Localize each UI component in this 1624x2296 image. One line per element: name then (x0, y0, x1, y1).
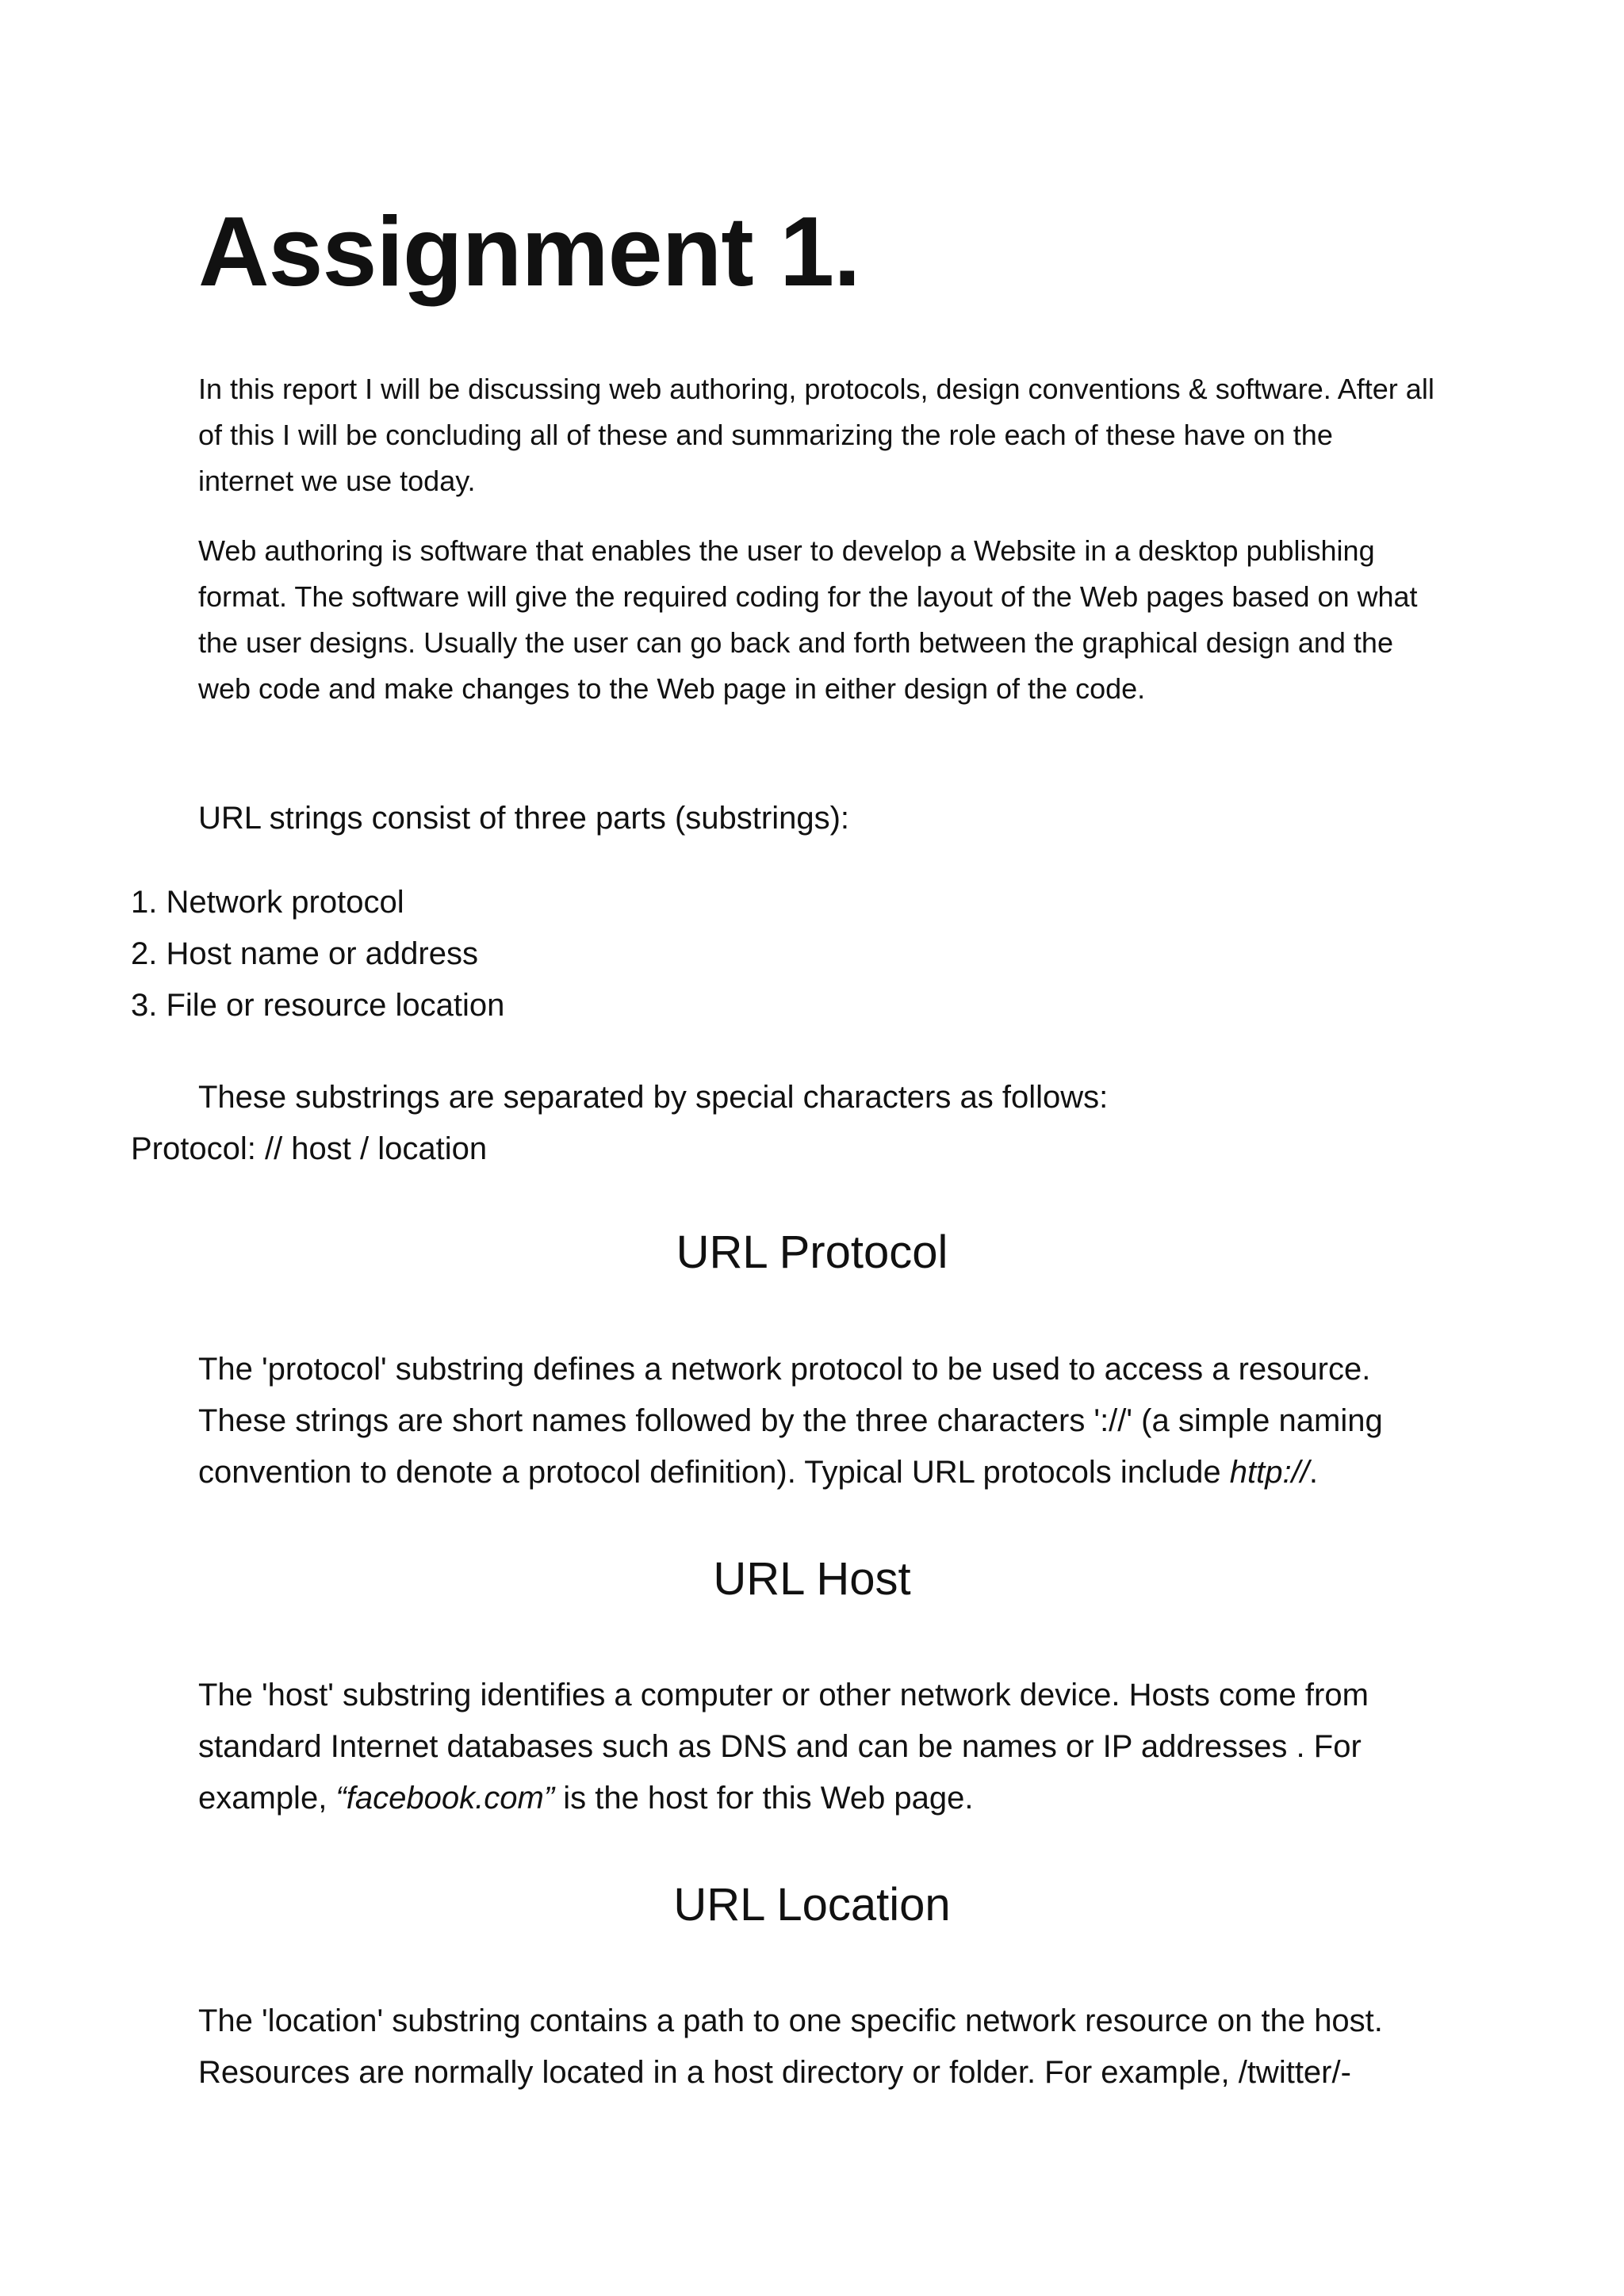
url-location-paragraph: The 'location' substring contains a path to one specific network resource on the host. Resources are normally located in a host directory or folder. For example, /twitter/- (198, 2003, 1383, 2090)
list-item: 2. Host name or address (131, 936, 478, 971)
list-item: 3. File or resource location (131, 988, 505, 1023)
url-location-heading: URL Location (673, 1879, 951, 1931)
url-protocol-heading: URL Protocol (676, 1226, 948, 1278)
separator-format-text: Protocol: // host / location (131, 1131, 488, 1166)
intro-paragraph: In this report I will be discussing web authoring, protocols, design conventions & software. After all of this I will be concluding all of these and summarizing the role each of these have on the internet we use today. (198, 373, 1434, 497)
url-protocol-paragraph (198, 1344, 1435, 1498)
web-authoring-paragraph: Web authoring is software that enables the user to develop a Website in a desktop publishing format. The software will give the required coding for the layout of the Web pages based on what the user designs. Usually the user can go back and forth between the graphical design and the web code and make changes to the Web page in either design of the code. (198, 534, 1418, 705)
host-text-end: is the host for this Web page. (554, 1781, 974, 1816)
url-host-heading: URL Host (713, 1553, 911, 1605)
protocol-example: http:// (1229, 1455, 1309, 1490)
host-example: “facebook.com” (335, 1781, 555, 1816)
separator-intro-text: These substrings are separated by special characters as follows: (198, 1080, 1109, 1115)
protocol-text: The 'protocol' substring defines a network protocol to be used to access a resource. These strings are short names followed by the three characters '://' (a simple naming convention to denote a protocol definition). Typical URL protocols include (198, 1352, 1383, 1490)
list-item: 1. Network protocol (131, 885, 404, 920)
url-intro-text: URL strings consist of three parts (substrings): (198, 801, 850, 836)
protocol-text-end: . (1308, 1455, 1318, 1490)
url-host-paragraph (198, 1670, 1435, 1824)
page-title: Assignment 1. (198, 197, 860, 307)
url-parts-list (131, 877, 504, 1031)
host-text: The 'host' substring identifies a computer or other network device. Hosts come from standard Internet databases such as DNS and can be names or IP addresses . For example, (198, 1678, 1369, 1816)
